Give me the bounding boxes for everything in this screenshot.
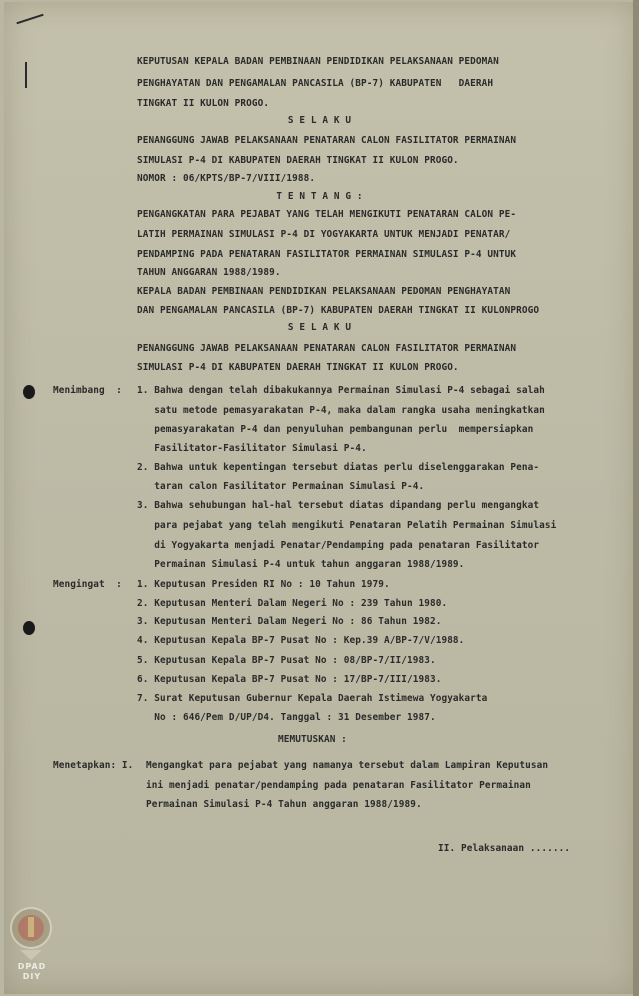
menetapkan-text: Permainan Simulasi P-4 Tahun anggaran 1988/1989. — [146, 799, 422, 810]
punch-hole — [23, 385, 35, 399]
mengingat-label: Mengingat : — [53, 579, 122, 590]
title-line: KEPUTUSAN KEPALA BADAN PEMBINAAN PENDIDIKAN PELAKSANAAN PEDOMAN — [137, 56, 499, 67]
subject-line: TAHUN ANGGARAN 1988/1989. — [137, 267, 281, 278]
page-edge-shadow — [633, 0, 639, 996]
mengingat-item: 2. Keputusan Menteri Dalam Negeri No : 239 Tahun 1980. — [137, 598, 448, 609]
title-line: PENGHAYATAN DAN PENGAMALAN PANCASILA (BP-7) KABUPATEN DAERAH — [137, 78, 494, 89]
subject-line: PENGANGKATAN PARA PEJABAT YANG TELAH MENGIKUTI PENATARAN CALON PE- — [137, 209, 517, 220]
menimbang-item: Permainan Simulasi P-4 untuk tahun anggaran 1988/1989. — [137, 559, 465, 570]
issuer-line: KEPALA BADAN PEMBINAAN PENDIDIKAN PELAKSANAAN PEDOMAN PENGHAYATAN — [137, 286, 511, 297]
title-line: PENANGGUNG JAWAB PELAKSANAAN PENATARAN CALON FASILITATOR PERMAINAN — [137, 135, 517, 146]
subject-line: PENDAMPING PADA PENATARAN FASILITATOR PERMAINAN SIMULASI P-4 UNTUK — [137, 249, 517, 260]
menimbang-item: 1. Bahwa dengan telah dibakukannya Permainan Simulasi P-4 sebagai salah — [137, 385, 545, 396]
title-line: TINGKAT II KULON PROGO. — [137, 98, 270, 109]
margin-mark — [25, 62, 27, 88]
mengingat-item: 7. Surat Keputusan Gubernur Kepala Daerah Istimewa Yogyakarta — [137, 693, 488, 704]
mengingat-item: No : 646/Pem D/UP/D4. Tanggal : 31 Desember 1987. — [137, 712, 436, 723]
mengingat-item: 4. Keputusan Kepala BP-7 Pusat No : Kep.39 A/BP-7/V/1988. — [137, 635, 465, 646]
archive-watermark: DPAD DIY — [17, 962, 47, 981]
menetapkan-text: ini menjadi penatar/pendamping pada penataran Fasilitator Permainan — [146, 780, 531, 791]
menimbang-item: taran calon Fasilitator Permainan Simulasi P-4. — [137, 481, 425, 492]
mengingat-item: 1. Keputusan Presiden RI No : 10 Tahun 1979. — [137, 579, 390, 590]
title-line: SIMULASI P-4 DI KABUPATEN DAERAH TINGKAT II KULON PROGO. — [137, 155, 459, 166]
menimbang-item: 2. Bahwa untuk kepentingan tersebut diatas perlu diselenggarakan Pena- — [137, 462, 540, 473]
menimbang-item: satu metode pemasyarakatan P-4, maka dalam rangka usaha meningkatkan — [137, 405, 545, 416]
subject-line: LATIH PERMAINAN SIMULASI P-4 DI YOGYAKARTA UNTUK MENJADI PENATAR/ — [137, 229, 511, 240]
menimbang-label: Menimbang : — [53, 385, 122, 396]
menimbang-item: para pejabat yang telah mengikuti Penataran Pelatih Permainan Simulasi — [137, 520, 557, 531]
mengingat-item: 3. Keputusan Menteri Dalam Negeri No : 86 Tahun 1982. — [137, 616, 442, 627]
menimbang-item: pemasyarakatan P-4 dan penyuluhan pembangunan perlu mempersiapkan — [137, 424, 534, 435]
menimbang-item: Fasilitator-Fasilitator Simulasi P-4. — [137, 443, 367, 454]
tentang-heading: T E N T A N G : — [276, 191, 363, 202]
selaku-heading: S E L A K U — [287, 322, 352, 333]
punch-hole — [23, 621, 35, 635]
selaku-heading: S E L A K U — [287, 115, 352, 126]
menetapkan-label: Menetapkan: I. — [53, 760, 134, 771]
issuer-line: SIMULASI P-4 DI KABUPATEN DAERAH TINGKAT II KULON PROGO. — [137, 362, 459, 373]
memutuskan-heading: MEMUTUSKAN : — [278, 734, 347, 745]
menimbang-item: di Yogyakarta menjadi Penatar/Pendamping pada penataran Fasilitator — [137, 540, 540, 551]
mengingat-item: 5. Keputusan Kepala BP-7 Pusat No : 08/BP-7/II/1983. — [137, 655, 436, 666]
issuer-line: PENANGGUNG JAWAB PELAKSANAAN PENATARAN CALON FASILITATOR PERMAINAN — [137, 343, 517, 354]
archive-seal-icon — [6, 904, 56, 966]
menimbang-item: 3. Bahwa sehubungan hal-hal tersebut diatas dipandang perlu mengangkat — [137, 500, 540, 511]
mengingat-item: 6. Keputusan Kepala BP-7 Pusat No : 17/BP-7/III/1983. — [137, 674, 442, 685]
menetapkan-text: Mengangkat para pejabat yang namanya tersebut dalam Lampiran Keputusan — [146, 760, 549, 771]
issuer-line: DAN PENGAMALAN PANCASILA (BP-7) KABUPATEN DAERAH TINGKAT II KULONPROGO — [137, 305, 540, 316]
decree-number: NOMOR : 06/KPTS/BP-7/VIII/1988. — [137, 173, 316, 184]
continuation-note: II. Pelaksanaan ....... — [438, 843, 571, 854]
